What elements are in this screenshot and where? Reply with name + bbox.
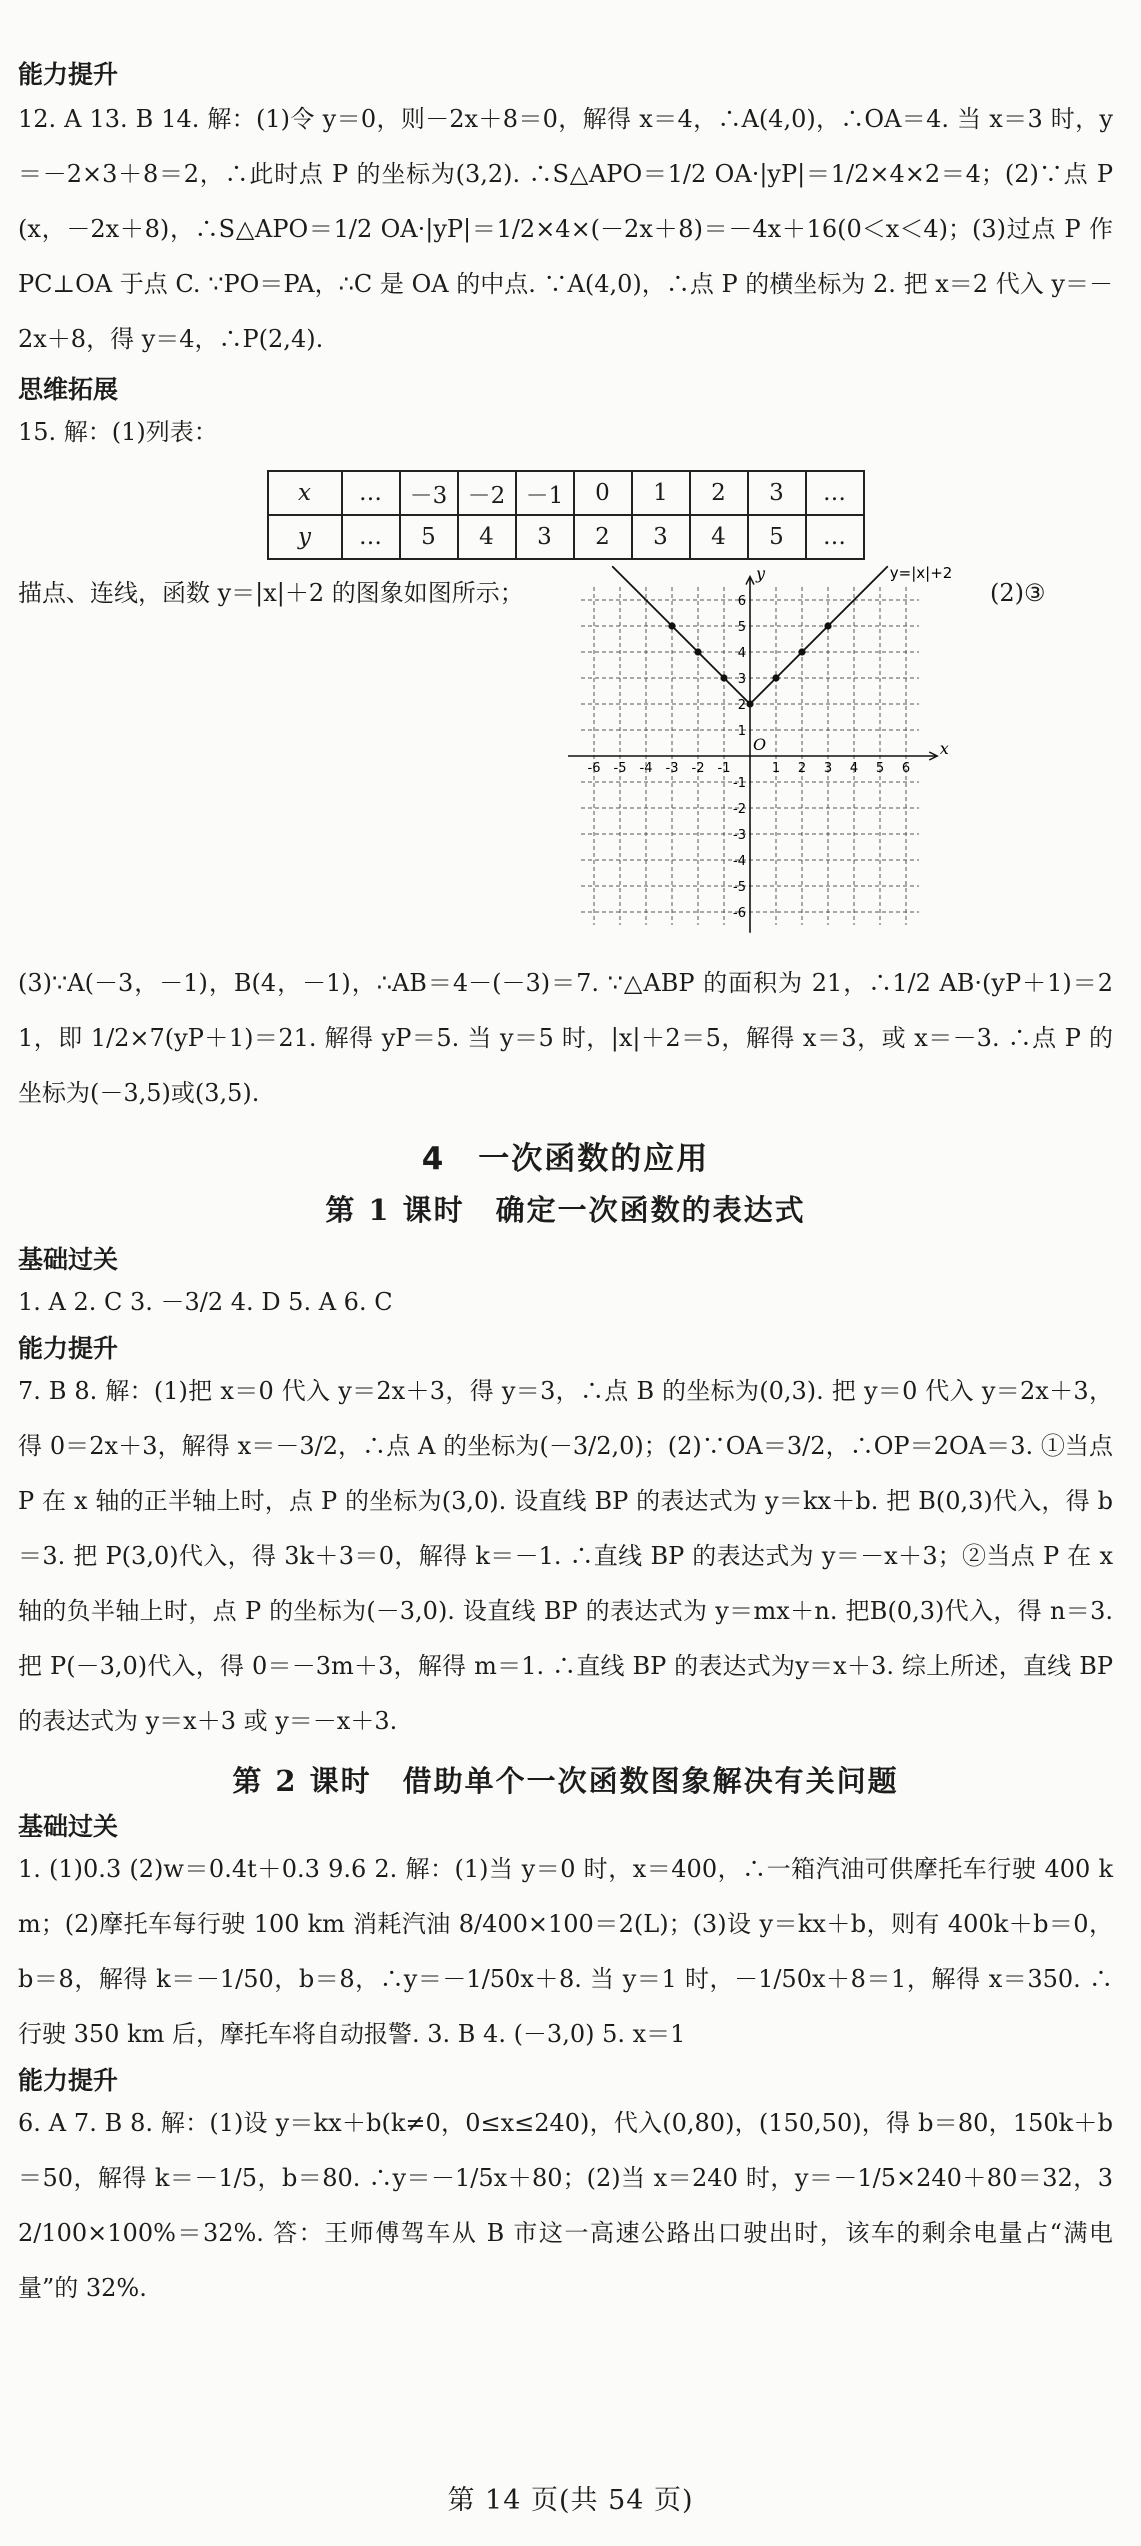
answer-q15-intro: 15. 解：(1)列表： <box>18 418 218 446</box>
table-cell: 5 <box>748 515 806 559</box>
answer-q15-part3: (3)∵A(－3，－1)，B(4，－1)，∴AB＝4－(－3)＝7. ∵△ABP 的面积为 21，∴1/2 AB·(yP＋1)＝21，即 1/2×7(yP＋1)＝21. 解得 yP＝5. 当 y＝5 时，|x|＋2＝5，解得 x＝3，或 x＝－3. ∴点 P 的坐标为(－3,5)或(3,5). <box>18 969 1113 1107</box>
table-row-y <box>268 515 864 559</box>
y-tick-label: 2 <box>737 698 746 713</box>
table-cell: … <box>806 471 864 515</box>
data-point <box>772 674 779 681</box>
function-label: y=|x|+2 <box>889 564 953 583</box>
lesson2-basic-answers: 1. (1)0.3 (2)w＝0.4t＋0.3 9.6 2. 解：(1)当 y＝0 时，x＝400，∴一箱汽油可供摩托车行驶 400 km；(2)摩托车每行驶 100 km 消耗汽油 8/400×100＝2(L)；(3)设 y＝kx＋b，则有 400k＋b＝0，b＝8，解得 k＝－1/50，b＝8，∴y＝－1/50x＋8. 当 y＝1 时，－1/50x＋8＝1，解得 x＝350. ∴行驶 350 km 后，摩托车将自动报警. 3. B 4. (－3,0) 5. x＝1 <box>18 1855 1113 2048</box>
lesson1-title: 第 1 课时 确定一次函数的表达式 <box>325 1193 806 1227</box>
y-tick-label: -1 <box>733 776 746 791</box>
table-cell: x <box>268 471 342 515</box>
table-cell: 3 <box>632 515 690 559</box>
page-footer: 第 14 页(共 54 页) <box>447 2485 694 2516</box>
y-tick-label: 3 <box>737 672 746 687</box>
data-point <box>668 622 675 629</box>
y-tick-label: 5 <box>737 620 746 635</box>
table-cell: －1 <box>516 471 574 515</box>
y-axis-label: y <box>756 564 766 584</box>
y-tick-label: 1 <box>737 724 746 739</box>
table-cell: 4 <box>690 515 748 559</box>
table-cell: 2 <box>690 471 748 515</box>
data-point <box>798 648 805 655</box>
x-tick-label: -3 <box>665 761 679 776</box>
y-tick-label: -4 <box>733 854 746 869</box>
table-cell: －3 <box>400 471 458 515</box>
origin-label: O <box>753 735 767 754</box>
x-tick-label: -5 <box>613 761 627 776</box>
function-graph <box>587 564 953 926</box>
table-cell: 3 <box>516 515 574 559</box>
x-tick-label: -4 <box>639 761 653 776</box>
table-cell: 5 <box>400 515 458 559</box>
x-tick-label: 6 <box>901 761 911 776</box>
section-heading-ability: 能力提升 <box>18 60 119 89</box>
table-cell: y <box>268 515 342 559</box>
y-tick-label: -2 <box>733 802 746 817</box>
lesson2-ability-answers: 6. A 7. B 8. 解：(1)设 y＝kx＋b(k≠0，0≤x≤240)，代入(0,80)，(150,50)，得 b＝80，150k＋b＝50，解得 k＝－1/5，b＝80. ∴y＝－1/5x＋80；(2)当 x＝240 时，y＝－1/5×240＋80＝32，32/100×100%＝32%. 答：王师傅驾车从 B 市这一高速公路出口驶出时，该车的剩余电量占“满电量”的 32%. <box>18 2109 1113 2302</box>
table-cell: 4 <box>458 515 516 559</box>
x-tick-label: -1 <box>717 761 731 776</box>
section-heading-thinking: 思维拓展 <box>18 375 119 404</box>
table-cell: 3 <box>748 471 806 515</box>
y-tick-label: -6 <box>733 906 746 921</box>
graph-row <box>18 566 1113 956</box>
data-point <box>824 622 831 629</box>
table-cell: 1 <box>632 471 690 515</box>
answer-q15-part2: (2)③ <box>990 579 1046 607</box>
x-tick-label: 4 <box>849 761 859 776</box>
table-cell: … <box>806 515 864 559</box>
lesson1-basic-answers: 1. A 2. C 3. －3/2 4. D 5. A 6. C <box>18 1288 393 1316</box>
table-cell: －2 <box>458 471 516 515</box>
table-cell: … <box>342 515 400 559</box>
data-point <box>746 700 753 707</box>
lesson1-ability-heading: 能力提升 <box>18 1334 119 1363</box>
data-point <box>694 648 701 655</box>
x-tick-label: 3 <box>823 761 833 776</box>
value-table <box>267 470 865 560</box>
table-cell: 0 <box>574 471 632 515</box>
lesson2-title: 第 2 课时 借助单个一次函数图象解决有关问题 <box>232 1764 899 1798</box>
x-tick-label: 2 <box>797 761 807 776</box>
answer-q12-14: 12. A 13. B 14. 解：(1)令 y＝0，则－2x＋8＝0，解得 x＝4，∴A(4,0)，∴OA＝4. 当 x＝3 时，y＝－2×3＋8＝2，∴此时点 P 的坐标为(3,2). ∴S△APO＝1/2 OA·|yP|＝1/2×4×2＝4；(2)∵点 P(x，－2x＋8)，∴S△APO＝1/2 OA·|yP|＝1/2×4×(－2x＋8)＝－4x＋16(0＜x＜4)；(3)过点 P 作 PC⊥OA 于点 C. ∵PO＝PA，∴C 是 OA 的中点. ∵A(4,0)，∴点 P 的横坐标为 2. 把 x＝2 代入 y＝－2x＋8，得 y＝4，∴P(2,4). <box>18 105 1113 353</box>
table-row-x <box>268 471 864 515</box>
x-tick-label: -6 <box>587 761 601 776</box>
y-tick-label: 4 <box>737 646 746 661</box>
y-tick-label: 6 <box>737 594 746 609</box>
x-tick-label: 5 <box>875 761 885 776</box>
table-cell: … <box>342 471 400 515</box>
x-axis-label: x <box>939 739 949 758</box>
x-tick-label: -2 <box>691 761 705 776</box>
lesson2-ability-heading: 能力提升 <box>18 2066 119 2095</box>
chapter-title: 4 一次函数的应用 <box>421 1141 710 1177</box>
graph-caption: 描点、连线，函数 y＝|x|＋2 的图象如图所示； <box>18 579 524 607</box>
data-point <box>720 674 727 681</box>
table-cell: 2 <box>574 515 632 559</box>
y-tick-label: -3 <box>733 828 746 843</box>
lesson1-basic-heading: 基础过关 <box>18 1245 119 1274</box>
x-tick-label: 1 <box>771 761 781 776</box>
lesson2-basic-heading: 基础过关 <box>18 1812 119 1841</box>
y-tick-label: -5 <box>733 880 746 895</box>
lesson1-ability-answers: 7. B 8. 解：(1)把 x＝0 代入 y＝2x＋3，得 y＝3，∴点 B 的坐标为(0,3). 把 y＝0 代入 y＝2x＋3，得 0＝2x＋3，解得 x＝－3/2，∴点 A 的坐标为(－3/2,0)；(2)∵OA＝3/2，∴OP＝2OA＝3. ①当点 P 在 x 轴的正半轴上时，点 P 的坐标为(3,0). 设直线 BP 的表达式为 y＝kx＋b. 把 B(0,3)代入，得 b＝3. 把 P(3,0)代入，得 3k＋3＝0，解得 k＝－1. ∴直线 BP 的表达式为 y＝－x＋3；②当点 P 在 x 轴的负半轴上时，点 P 的坐标为(－3,0). 设直线 BP 的表达式为 y＝mx＋n. 把B(0,3)代入，得 n＝3. 把 P(－3,0)代入，得 0＝－3m＋3，解得 m＝1. ∴直线 BP 的表达式为y＝x＋3. 综上所述，直线 BP 的表达式为 y＝x＋3 或 y＝－x＋3. <box>18 1377 1113 1735</box>
